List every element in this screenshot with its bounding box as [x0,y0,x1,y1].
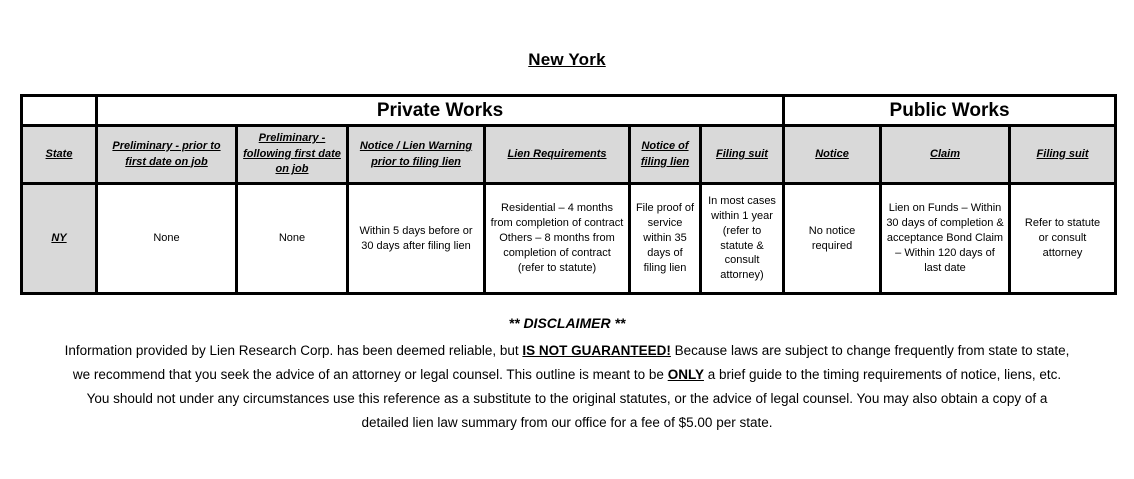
col-header-notice-public: Notice [784,126,881,184]
cell-state: NY [22,184,97,294]
col-header-claim: Claim [881,126,1010,184]
col-header-notice-lien-warning: Notice / Lien Warning prior to filing lien [348,126,485,184]
disclaimer-part3: a brief guide to the timing requirements of notice, liens, etc. You should not under any circumstances use this reference as a substitute to the original statutes, or the advice of legal counsel. You may also obtain a copy of a detailed lien law summary from our office for a fee of $5.00 per state. [86,367,1062,430]
private-works-header: Private Works [97,96,784,126]
cell-notice-of-filing-lien: File proof of service within 35 days of filing lien [630,184,701,294]
disclaimer-part2: Because laws are subject to change frequently from state to state, we recommend that you seek the advice of an attorney or legal counsel. This outline is meant to be [72,343,1070,382]
col-header-preliminary-following: Preliminary - following first date on job [237,126,348,184]
disclaimer-emphasis-guaranteed: IS NOT GUARANTEED! [522,343,671,358]
disclaimer-heading: ** DISCLAIMER ** [508,315,626,331]
col-header-state: State [22,126,97,184]
group-header-row [22,96,1116,126]
col-header-filing-suit-public: Filing suit [1010,126,1116,184]
cell-preliminary-following: None [237,184,348,294]
cell-filing-suit-public: Refer to statute or consult attorney [1010,184,1116,294]
col-header-lien-requirements: Lien Requirements [485,126,630,184]
disclaimer-emphasis-only: ONLY [667,367,704,382]
ny-data-row [22,184,1116,294]
cell-notice-public: No notice required [784,184,881,294]
lien-summary-table [20,94,1117,295]
col-header-notice-of-filing-lien: Notice of filing lien [630,126,701,184]
corner-cell [22,96,97,126]
col-header-filing-suit-private: Filing suit [701,126,784,184]
disclaimer-section [0,315,1134,435]
cell-claim: Lien on Funds – Within 30 days of completion & acceptance Bond Claim – Within 120 days of last date [881,184,1010,294]
col-header-preliminary-prior: Preliminary - prior to first date on job [97,126,237,184]
disclaimer-part1: Information provided by Lien Research Corp. has been deemed reliable, but [64,343,523,358]
cell-notice-lien-warning: Within 5 days before or 30 days after filing lien [348,184,485,294]
cell-filing-suit-private: In most cases within 1 year (refer to statute & consult attorney) [701,184,784,294]
public-works-header: Public Works [784,96,1116,126]
column-header-row [22,126,1116,184]
cell-lien-requirements: Residential – 4 months from completion of contract Others – 8 months from completion of contract (refer to statute) [485,184,630,294]
cell-preliminary-prior: None [97,184,237,294]
disclaimer-text [62,339,1072,435]
page-title: New York [528,50,606,69]
document-page [0,50,1134,479]
